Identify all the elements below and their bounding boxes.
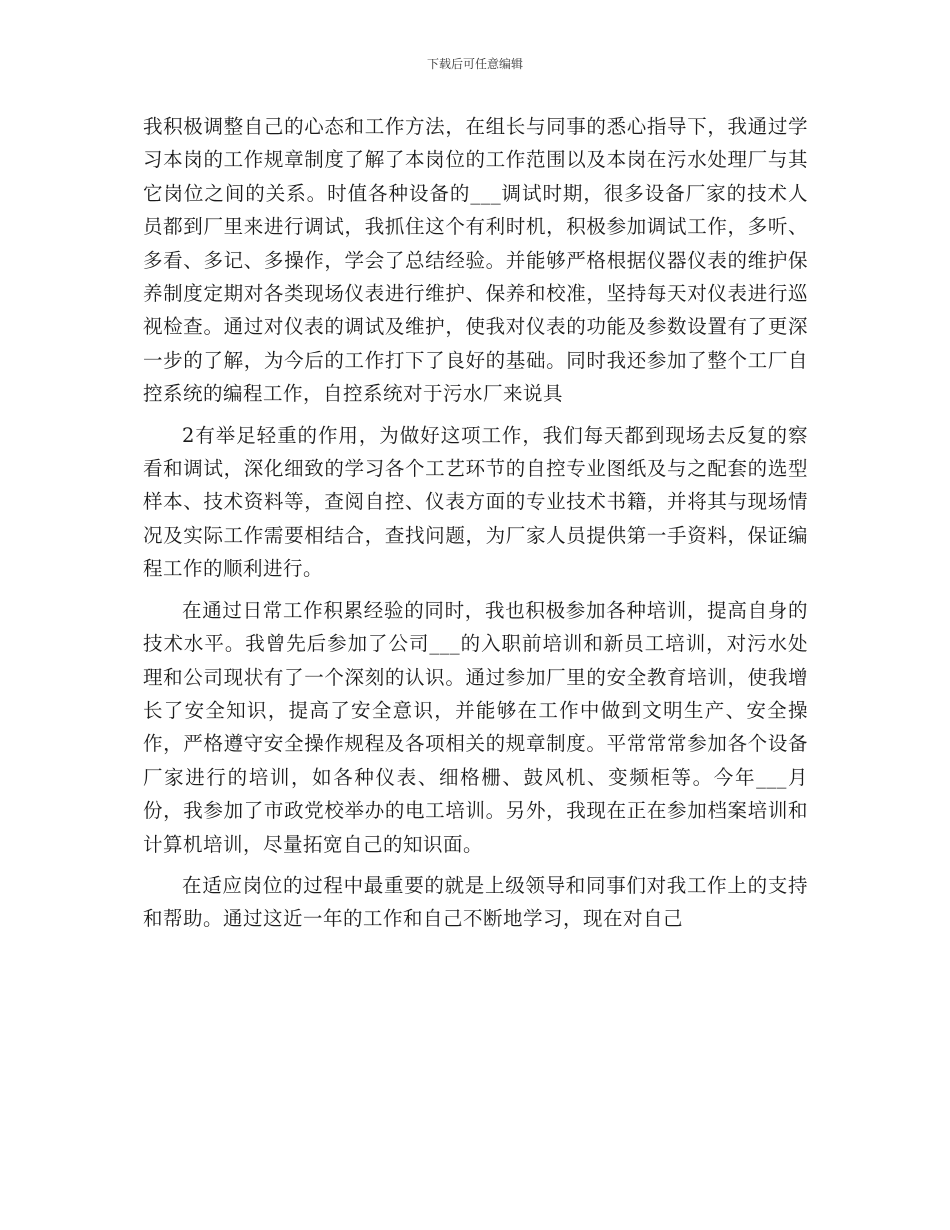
paragraph-1: 我积极调整自己的心态和工作方法，在组长与同事的悉心指导下，我通过学习本岗的工作规章制度了解了本岗位的工作范围以及本岗在污水处理厂与其它岗位之间的关系。时值各种设备的___调试时期，很多设备厂家的技术人员都到厂里来进行调试，我抓住这个有利时机，积极参加调试工作，多听、多看、多记、多操作，学会了总结经验。并能够严格根据仪器仪表的维护保养制度定期对各类现场仪表进行维护、保养和校准，坚持每天对仪表进行巡视检查。通过对仪表的调试及维护，使我对仪表的功能及参数设置有了更深一步的了解，为今后的工作打下了良好的基础。同时我还参加了整个工厂自控系统的编程工作，自控系统对于污水厂来说具	[143, 115, 808, 406]
paragraph-4: 在适应岗位的过程中最重要的就是上级领导和同事们对我工作上的支持和帮助。通过这近一年的工作和自己不断地学习，现在对自己	[143, 873, 808, 931]
paragraph-3: 在通过日常工作积累经验的同时，我也积极参加各种培训，提高自身的技术水平。我曾先后参加了公司___的入职前培训和新员工培训，对污水处理和公司现状有了一个深刻的认识。通过参加厂里的安全教育培训，使我增长了安全知识，提高了安全意识，并能够在工作中做到文明生产、安全操作，严格遵守安全操作规程及各项相关的规章制度。平常常常参加各个设备厂家进行的培训，如各种仪表、细格栅、鼓风机、变频柜等。今年___月份，我参加了市政党校举办的电工培训。另外，我现在正在参加档案培训和计算机培训，尽量拓宽自己的知识面。	[143, 598, 808, 856]
document-body	[143, 110, 808, 944]
page-header: 下载后可任意编辑	[426, 57, 523, 71]
paragraph-2: 2有举足轻重的作用，为做好这项工作，我们每天都到现场去反复的察看和调试，深化细致的学习各个工艺环节的自控专业图纸及与之配套的选型样本、技术资料等，查阅自控、仪表方面的专业技术书籍，并将其与现场情况及实际工作需要相结合，查找问题，为厂家人员提供第一手资料，保证编程工作的顺利进行。	[143, 423, 808, 581]
